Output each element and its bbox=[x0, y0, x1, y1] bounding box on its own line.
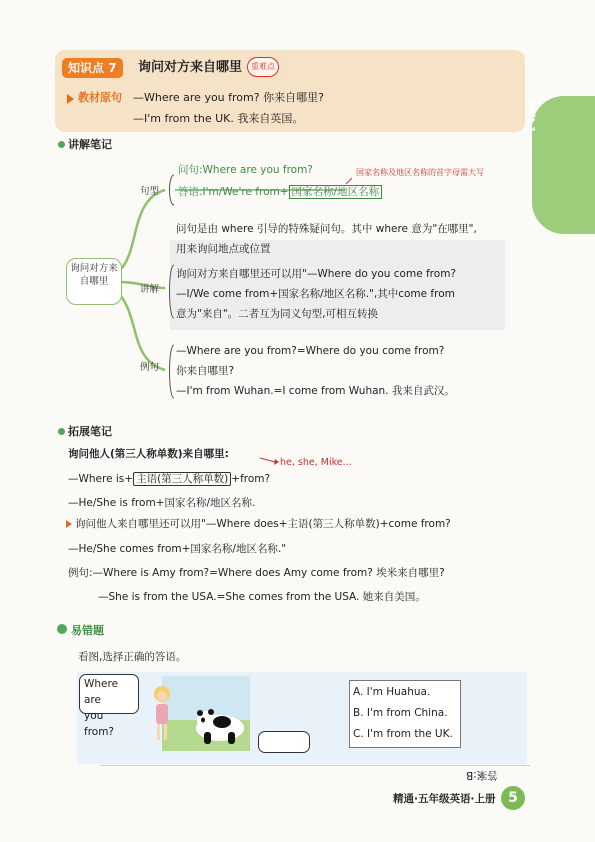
knowledge-point-title: 询问对方来自哪里 bbox=[138, 60, 243, 75]
extension-line6: 例句:—Where is Amy from?=Where does Amy come from? 埃米来自哪里? bbox=[68, 567, 445, 579]
extension-line7: —She is from the USA.=She comes from the USA. 她来自美国。 bbox=[98, 591, 426, 603]
explain2-line3: 意为"来自"。二者互为同义句型,可相互转换 bbox=[176, 308, 378, 320]
notes-heading: 讲解笔记 bbox=[68, 138, 112, 151]
option-c[interactable]: C. I'm from the UK. bbox=[353, 728, 453, 740]
upside-down-answer: 答案:B bbox=[466, 769, 498, 781]
book-title: 精通·五年级英语·上册 bbox=[393, 793, 496, 805]
answer-box: 国家名称/地区名称 bbox=[289, 185, 383, 199]
option-a[interactable]: A. I'm Huahua. bbox=[353, 686, 431, 698]
explain2-line2: —I/We come from+国家名称/地区名称.",其中come from bbox=[176, 288, 455, 300]
girl-and-panda-illustration bbox=[150, 682, 250, 752]
explain1-line1: 问句是由 where 引导的特殊疑问句。其中 where 意为"在哪里", bbox=[176, 223, 477, 235]
example-line2: 你来自哪里? bbox=[176, 365, 235, 377]
pattern-answer: 答语:I'm/We're from+ 国家名称/地区名称 bbox=[178, 185, 382, 199]
option-b[interactable]: B. I'm from China. bbox=[353, 707, 448, 719]
handwritten-annotation: 国家名称及地区名称的首字母需大写 bbox=[356, 168, 484, 177]
page-number: 5 bbox=[501, 786, 525, 810]
tag-label: 知识点 bbox=[68, 61, 105, 75]
answer-blank[interactable] bbox=[258, 731, 310, 753]
exercise-instruction: 看图,选择正确的答语。 bbox=[78, 651, 187, 663]
arrow-note: he, she, Mike... bbox=[280, 457, 352, 468]
speech-bubble bbox=[79, 674, 139, 738]
subject-box: 主语(第三人称单数) bbox=[133, 472, 231, 486]
source-label: 教材原句 bbox=[78, 91, 122, 104]
extension-line4: 询问他人来自哪里还可以用"—Where does+主语(第三人称单数)+come from? bbox=[75, 518, 451, 530]
tag-number: 7 bbox=[108, 61, 117, 75]
branch-pattern: 句型 bbox=[140, 186, 160, 197]
triangle-bullet-icon bbox=[66, 520, 72, 528]
key-point-badge: 重难点 bbox=[247, 57, 279, 77]
magnifier-icon bbox=[57, 624, 67, 634]
bubble-line1: Where are bbox=[84, 678, 119, 706]
extension-line5: —He/She comes from+国家名称/地区名称." bbox=[68, 543, 287, 555]
options-box bbox=[349, 680, 461, 748]
bullet-dot-icon bbox=[58, 428, 65, 435]
mind-map-root: 询问对方来自哪里 bbox=[66, 258, 122, 305]
branch-explain: 讲解 bbox=[140, 284, 160, 295]
source-line-1: —Where are you from? 你来自哪里? bbox=[133, 91, 324, 104]
extension-line3: —He/She is from+国家名称/地区名称. bbox=[68, 497, 256, 509]
exercise-heading: 易错题 bbox=[71, 624, 104, 637]
source-line-2: —I'm from the UK. 我来自英国。 bbox=[133, 112, 304, 125]
branch-example: 例句 bbox=[140, 362, 160, 373]
extension-line1: 询问他人(第三人称单数)来自哪里: bbox=[68, 448, 229, 460]
footer-divider bbox=[100, 765, 530, 766]
explain1-line2: 用来询问地点或位置 bbox=[176, 243, 271, 255]
example-line1: —Where are you from?=Where do you come from? bbox=[176, 345, 445, 357]
example-line3: —I'm from Wuhan.=I come from Wuhan. 我来自武汉。 bbox=[176, 385, 455, 397]
bubble-line2: you from? bbox=[84, 710, 115, 738]
extension-heading: 拓展笔记 bbox=[68, 425, 112, 438]
extension-line2: —Where is+ 主语(第三人称单数) +from? bbox=[68, 473, 271, 485]
unit-label: Unit 1 bbox=[525, 99, 536, 133]
explain2-line1: 询问对方来自哪里还可以用"—Where do you come from? bbox=[176, 268, 456, 280]
pattern-question: 问句:Where are you from? bbox=[178, 164, 313, 176]
